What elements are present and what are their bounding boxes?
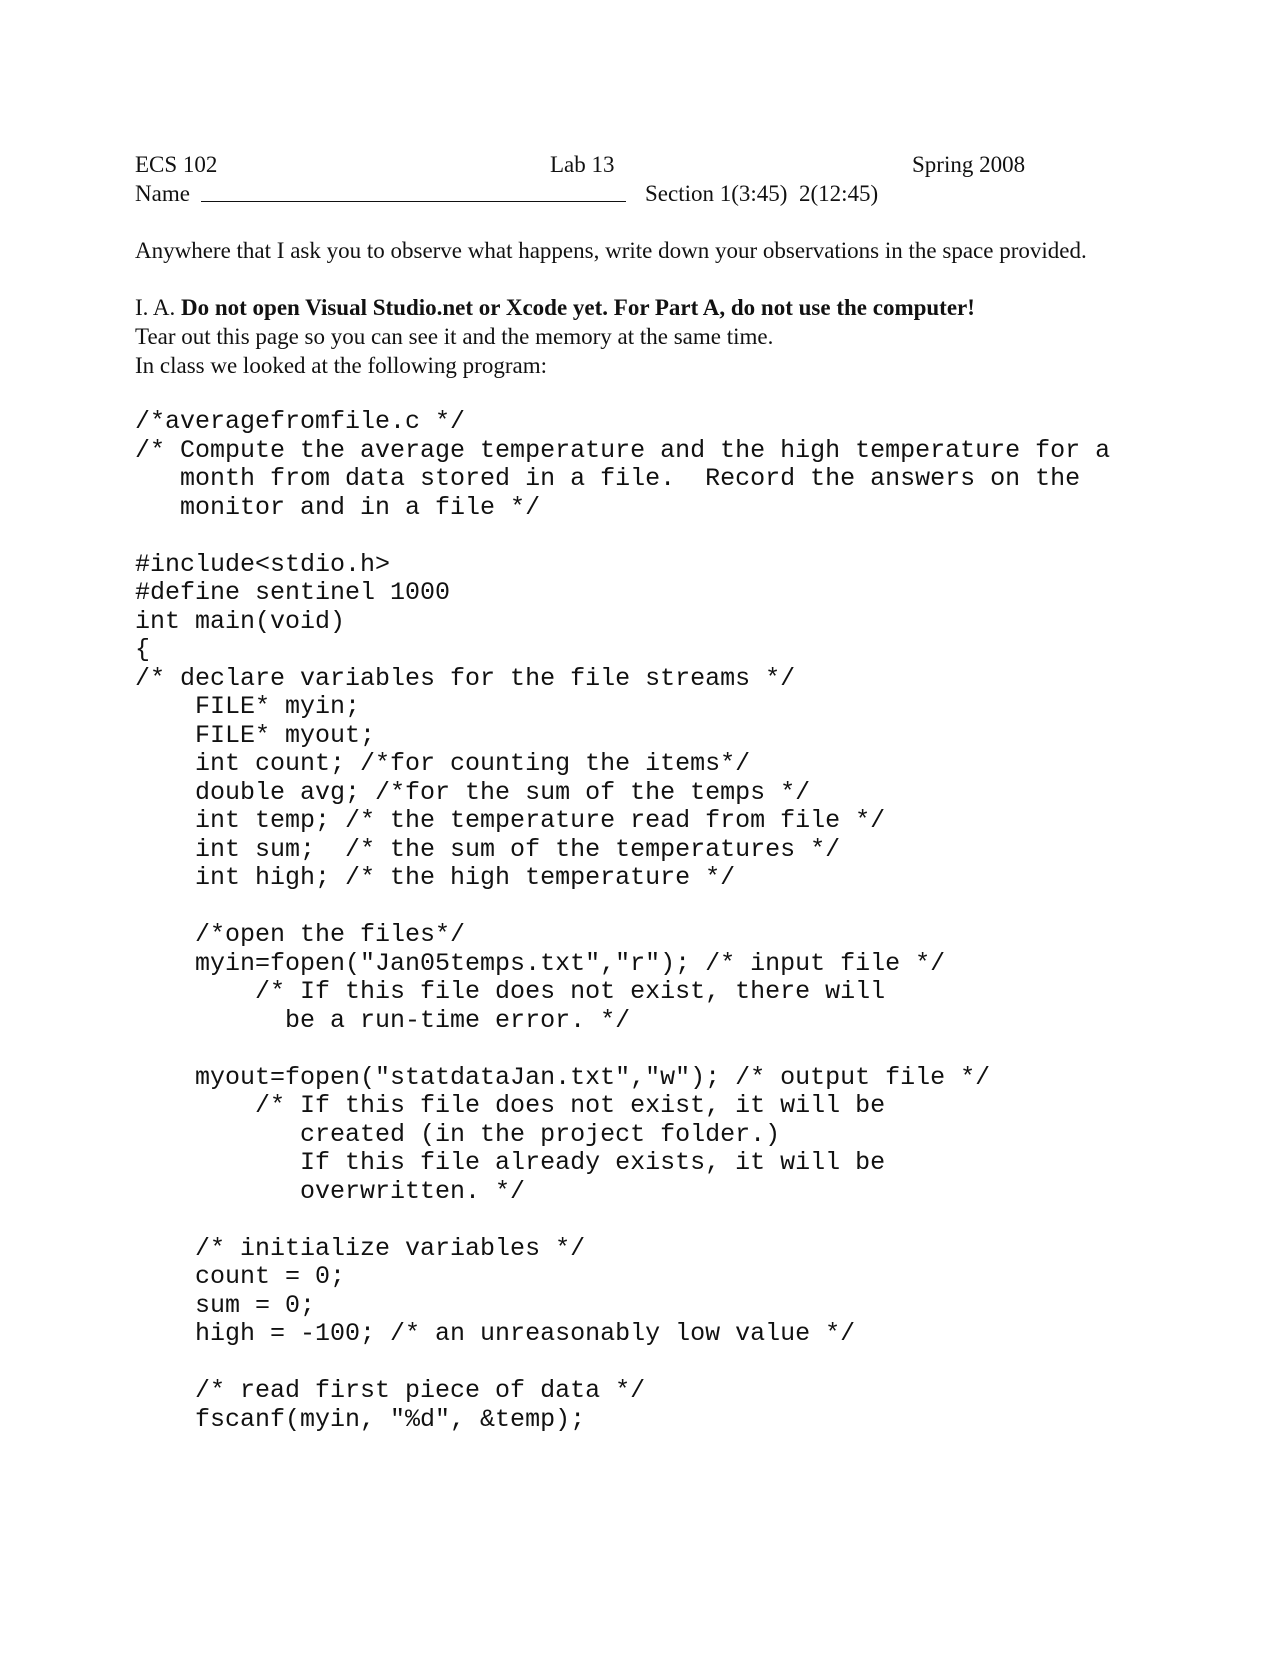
course-code: ECS 102 (135, 152, 218, 177)
code-line: /* read first piece of data */ (135, 1376, 646, 1405)
part-a-label: I. A. (135, 295, 181, 320)
code-line: count = 0; (135, 1262, 346, 1291)
code-line: double avg; /*for the sum of the temps */ (135, 777, 811, 807)
code-line: created (in the project folder.) (135, 1119, 781, 1149)
code-line: myin=fopen("Jan05temps.txt","r"); /* input file */ (135, 948, 946, 978)
code-line: sum = 0; (135, 1290, 316, 1320)
header-row-name (135, 179, 1165, 208)
code-line: /* If this file does not exist, there will (135, 977, 886, 1006)
part-a-instruction-1: Tear out this page so you can see it and the memory at the same time. (135, 324, 774, 349)
code-line: int temp; /* the temperature read from file */ (135, 806, 886, 835)
code-line: /* initialize variables */ (135, 1233, 586, 1263)
code-line: /* Compute the average temperature and the high temperature for a (135, 435, 1111, 465)
code-line: #include<stdio.h> (135, 549, 391, 579)
code-line: fscanf(myin, "%d", &temp); (135, 1404, 586, 1434)
code-line: monitor and in a file */ (135, 492, 541, 522)
part-a-instruction-2: In class we looked at the following program: (135, 353, 547, 378)
code-line: #define sentinel 1000 (135, 578, 451, 607)
code-line: high = -100; /* an unreasonably low value */ (135, 1319, 856, 1348)
intro-paragraph: Anywhere that I ask you to observe what happens, write down your observations in the space provided. (135, 238, 1087, 263)
code-line: FILE* myout; (135, 720, 376, 750)
part-a-heading (135, 293, 1165, 322)
name-label: Name (135, 181, 190, 206)
code-line: { (135, 635, 151, 664)
code-line: /*averagefromfile.c */ (135, 407, 466, 436)
code-line: /*open the files*/ (135, 920, 466, 949)
code-line: FILE* myin; (135, 692, 361, 721)
code-line: myout=fopen("statdataJan.txt","w"); /* output file */ (135, 1062, 991, 1092)
code-line: be a run-time error. */ (135, 1005, 631, 1035)
name-blank-line (201, 179, 626, 202)
code-listing (135, 408, 1165, 1434)
code-line: month from data stored in a file. Record the answers on the (135, 464, 1081, 493)
section-times: Section 1(3:45) 2(12:45) (645, 181, 879, 206)
code-line: int sum; /* the sum of the temperatures */ (135, 834, 841, 864)
code-line: int count; /*for counting the items*/ (135, 749, 751, 778)
header-row-top (135, 150, 1165, 179)
code-line: /* If this file does not exist, it will be (135, 1091, 886, 1120)
lab-number: Lab 13 (550, 152, 615, 177)
term: Spring 2008 (912, 152, 1026, 177)
code-line: int main(void) (135, 606, 346, 636)
lab-handout-page (135, 150, 1165, 1434)
code-line: If this file already exists, it will be (135, 1148, 886, 1177)
code-line: /* declare variables for the file streams */ (135, 663, 796, 693)
part-a-warning: Do not open Visual Studio.net or Xcode yet. For Part A, do not use the computer! (181, 295, 975, 320)
code-line: overwritten. */ (135, 1176, 526, 1206)
code-line: int high; /* the high temperature */ (135, 863, 736, 892)
